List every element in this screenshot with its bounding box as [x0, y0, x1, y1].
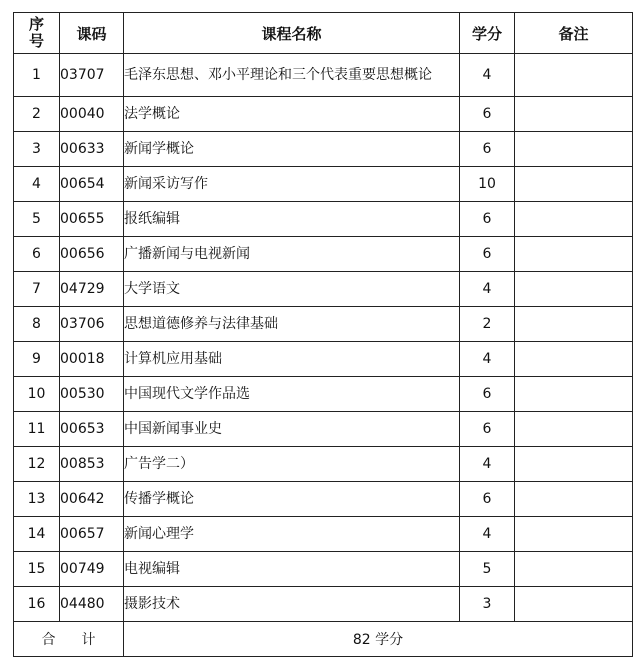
cell-credit: 4: [460, 447, 515, 482]
cell-credit: 6: [460, 482, 515, 517]
cell-name: 法学概论: [124, 97, 460, 132]
total-value: 82 学分: [124, 622, 633, 657]
cell-name: 新闻心理学: [124, 517, 460, 552]
cell-seq: 6: [14, 237, 60, 272]
cell-seq: 16: [14, 587, 60, 622]
cell-code: 03707: [60, 54, 124, 97]
cell-note: [515, 517, 633, 552]
cell-credit: 10: [460, 167, 515, 202]
cell-note: [515, 237, 633, 272]
cell-code: 03706: [60, 307, 124, 342]
header-seq-text: 序号: [28, 15, 44, 50]
cell-name: 中国现代文学作品选: [124, 377, 460, 412]
cell-credit: 2: [460, 307, 515, 342]
cell-name: 报纸编辑: [124, 202, 460, 237]
total-label-left: 合: [41, 632, 56, 648]
cell-seq: 2: [14, 97, 60, 132]
cell-seq: 4: [14, 167, 60, 202]
cell-seq: 10: [14, 377, 60, 412]
cell-note: [515, 97, 633, 132]
table-row: [14, 307, 633, 342]
cell-code: 00853: [60, 447, 124, 482]
cell-name: 思想道德修养与法律基础: [124, 307, 460, 342]
cell-note: [515, 377, 633, 412]
cell-name: 毛泽东思想、邓小平理论和三个代表重要思想概论: [124, 54, 460, 97]
total-row: [14, 622, 633, 657]
table-row: [14, 342, 633, 377]
header-seq: [14, 13, 60, 54]
cell-credit: 6: [460, 132, 515, 167]
cell-seq: 7: [14, 272, 60, 307]
cell-note: [515, 54, 633, 97]
cell-credit: 6: [460, 412, 515, 447]
table-row: [14, 412, 633, 447]
cell-code: 00749: [60, 552, 124, 587]
cell-code: 00653: [60, 412, 124, 447]
cell-code: 00018: [60, 342, 124, 377]
cell-note: [515, 552, 633, 587]
cell-note: [515, 167, 633, 202]
table-row: [14, 272, 633, 307]
cell-credit: 4: [460, 54, 515, 97]
table-row: [14, 447, 633, 482]
cell-note: [515, 132, 633, 167]
total-label: [14, 622, 124, 657]
table-row: [14, 482, 633, 517]
cell-seq: 8: [14, 307, 60, 342]
cell-code: 00642: [60, 482, 124, 517]
table-row: [14, 97, 633, 132]
table-row: [14, 237, 633, 272]
cell-code: 00654: [60, 167, 124, 202]
header-name: 课程名称: [124, 13, 460, 54]
cell-name: 电视编辑: [124, 552, 460, 587]
cell-note: [515, 447, 633, 482]
cell-credit: 6: [460, 377, 515, 412]
cell-name: 新闻采访写作: [124, 167, 460, 202]
cell-name: 新闻学概论: [124, 132, 460, 167]
cell-credit: 6: [460, 237, 515, 272]
cell-code: 00656: [60, 237, 124, 272]
cell-name: 计算机应用基础: [124, 342, 460, 377]
cell-seq: 15: [14, 552, 60, 587]
cell-code: 04729: [60, 272, 124, 307]
cell-credit: 3: [460, 587, 515, 622]
cell-note: [515, 202, 633, 237]
cell-note: [515, 587, 633, 622]
cell-name: 中国新闻事业史: [124, 412, 460, 447]
cell-name: 广播新闻与电视新闻: [124, 237, 460, 272]
cell-credit: 4: [460, 272, 515, 307]
cell-seq: 11: [14, 412, 60, 447]
cell-credit: 5: [460, 552, 515, 587]
table-row: [14, 54, 633, 97]
table-row: [14, 587, 633, 622]
total-label-right: 计: [81, 632, 96, 648]
cell-code: 00657: [60, 517, 124, 552]
cell-seq: 1: [14, 54, 60, 97]
cell-code: 00633: [60, 132, 124, 167]
cell-seq: 13: [14, 482, 60, 517]
header-code: 课码: [60, 13, 124, 54]
course-table: [13, 12, 633, 657]
cell-seq: 12: [14, 447, 60, 482]
cell-seq: 14: [14, 517, 60, 552]
table-row: [14, 167, 633, 202]
cell-note: [515, 482, 633, 517]
table-row: [14, 132, 633, 167]
cell-name: 大学语文: [124, 272, 460, 307]
cell-name: 传播学概论: [124, 482, 460, 517]
cell-code: 00655: [60, 202, 124, 237]
cell-note: [515, 272, 633, 307]
cell-note: [515, 342, 633, 377]
cell-code: 04480: [60, 587, 124, 622]
cell-seq: 5: [14, 202, 60, 237]
cell-credit: 6: [460, 97, 515, 132]
cell-note: [515, 307, 633, 342]
cell-note: [515, 412, 633, 447]
table-row: [14, 377, 633, 412]
cell-seq: 3: [14, 132, 60, 167]
header-credit: 学分: [460, 13, 515, 54]
cell-credit: 4: [460, 342, 515, 377]
cell-name: 摄影技术: [124, 587, 460, 622]
cell-credit: 6: [460, 202, 515, 237]
table-row: [14, 517, 633, 552]
header-row: [14, 13, 633, 54]
cell-credit: 4: [460, 517, 515, 552]
table-row: [14, 202, 633, 237]
cell-seq: 9: [14, 342, 60, 377]
cell-name: 广告学二）: [124, 447, 460, 482]
cell-code: 00040: [60, 97, 124, 132]
header-note: 备注: [515, 13, 633, 54]
table-row: [14, 552, 633, 587]
cell-code: 00530: [60, 377, 124, 412]
